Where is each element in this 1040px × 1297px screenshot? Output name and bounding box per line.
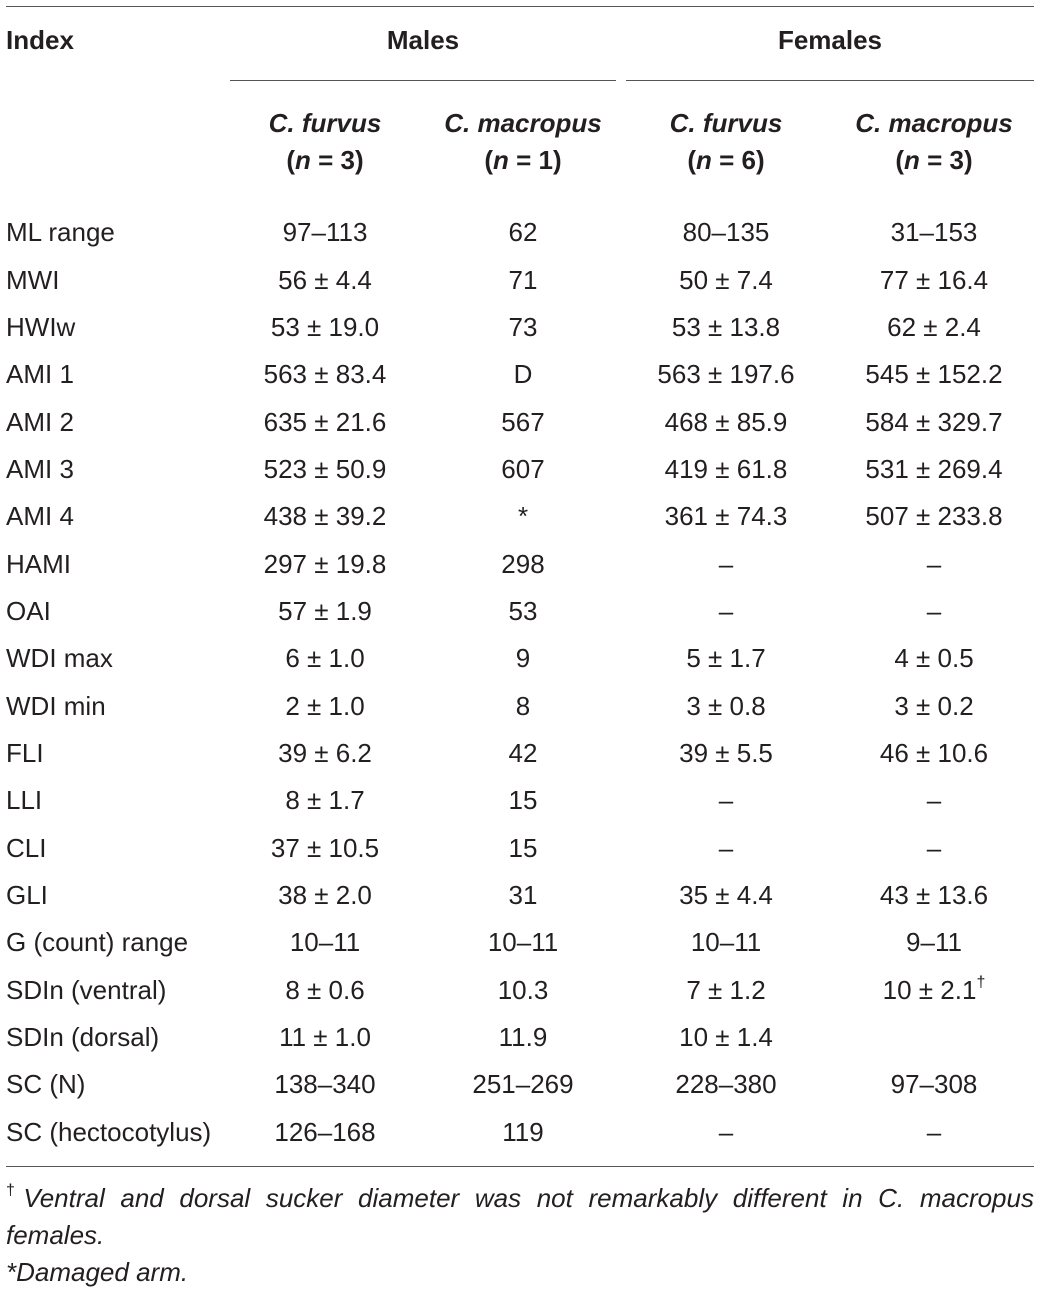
row-label: SC (hectocotylus) bbox=[6, 1117, 212, 1147]
cell-males-macropus: 298 bbox=[501, 549, 545, 579]
cell-males-macropus: 567 bbox=[501, 407, 545, 437]
row-label: ML range bbox=[6, 217, 115, 247]
sample-size: (n = 1) bbox=[484, 145, 562, 175]
cell-males-furvus: 8 ± 0.6 bbox=[285, 975, 365, 1005]
cell-males-furvus: 523 ± 50.9 bbox=[263, 454, 387, 484]
cell-males-furvus: 563 ± 83.4 bbox=[263, 359, 387, 389]
table-row bbox=[0, 1109, 1040, 1156]
cell-males-macropus: 8 bbox=[515, 691, 531, 721]
cell-females-macropus: – bbox=[926, 596, 942, 626]
cell-females-furvus: 39 ± 5.5 bbox=[679, 738, 773, 768]
cell-males-furvus: 438 ± 39.2 bbox=[263, 501, 387, 531]
cell-males-macropus: 31 bbox=[508, 880, 538, 910]
females-group-rule bbox=[626, 80, 1034, 81]
row-label: AMI 4 bbox=[6, 501, 74, 531]
cell-males-macropus: 15 bbox=[508, 833, 538, 863]
cell-females-furvus: – bbox=[718, 785, 734, 815]
row-label: MWI bbox=[6, 265, 60, 295]
row-label: FLI bbox=[6, 738, 44, 768]
cell-males-furvus: 297 ± 19.8 bbox=[263, 549, 387, 579]
cell-males-furvus: 56 ± 4.4 bbox=[278, 265, 372, 295]
cell-females-furvus: 3 ± 0.8 bbox=[686, 691, 766, 721]
cell-females-furvus: 35 ± 4.4 bbox=[679, 880, 773, 910]
damaged-arm-footnote: *Damaged arm. bbox=[6, 1257, 189, 1287]
cell-males-macropus: 10.3 bbox=[497, 975, 549, 1005]
row-label: SDIn (ventral) bbox=[6, 975, 167, 1005]
sample-size: (n = 3) bbox=[286, 145, 364, 175]
cell-females-macropus: 62 ± 2.4 bbox=[887, 312, 981, 342]
cell-males-furvus: 57 ± 1.9 bbox=[278, 596, 372, 626]
row-label: WDI max bbox=[6, 643, 113, 673]
row-label: OAI bbox=[6, 596, 51, 626]
cell-males-furvus: 2 ± 1.0 bbox=[285, 691, 365, 721]
males-group-header: Males bbox=[386, 25, 460, 55]
females-group-header: Females bbox=[777, 25, 883, 55]
cell-females-macropus: 97–308 bbox=[890, 1069, 978, 1099]
table-row bbox=[0, 825, 1040, 872]
cell-females-furvus: 228–380 bbox=[675, 1069, 777, 1099]
cell-males-macropus: 607 bbox=[501, 454, 545, 484]
cell-males-furvus: 126–168 bbox=[274, 1117, 376, 1147]
dagger-mark: † bbox=[976, 974, 986, 991]
cell-males-macropus: 15 bbox=[508, 785, 538, 815]
species-name: C. furvus bbox=[268, 108, 382, 138]
cell-males-furvus: 6 ± 1.0 bbox=[285, 643, 365, 673]
cell-males-macropus: 119 bbox=[502, 1117, 544, 1147]
cell-females-furvus: 53 ± 13.8 bbox=[671, 312, 781, 342]
cell-females-macropus: 584 ± 329.7 bbox=[865, 407, 1003, 437]
dagger-mark: † bbox=[6, 1182, 24, 1199]
cell-males-furvus: 97–113 bbox=[282, 217, 368, 247]
cell-females-furvus: – bbox=[718, 549, 734, 579]
row-label: HWIw bbox=[6, 312, 76, 342]
cell-females-macropus: 9–11 bbox=[906, 927, 962, 957]
species-name: C. furvus bbox=[669, 108, 783, 138]
cell-males-furvus: 39 ± 6.2 bbox=[278, 738, 372, 768]
cell-females-furvus: 80–135 bbox=[682, 217, 770, 247]
table-row bbox=[0, 730, 1040, 777]
cell-females-macropus: 507 ± 233.8 bbox=[865, 501, 1003, 531]
cell-males-furvus: 8 ± 1.7 bbox=[285, 785, 365, 815]
cell-males-macropus: 9 bbox=[515, 643, 531, 673]
row-label: LLI bbox=[6, 785, 43, 815]
cell-females-furvus: 468 ± 85.9 bbox=[664, 407, 788, 437]
cell-females-macropus: 46 ± 10.6 bbox=[879, 738, 989, 768]
table-row bbox=[0, 493, 1040, 540]
row-label: AMI 1 bbox=[6, 359, 74, 389]
table-row bbox=[0, 351, 1040, 398]
cell-males-macropus: 11.9 bbox=[498, 1022, 548, 1052]
cell-females-furvus: 7 ± 1.2 bbox=[686, 975, 766, 1005]
cell-males-furvus: 37 ± 10.5 bbox=[270, 833, 380, 863]
cell-females-macropus: – bbox=[926, 833, 942, 863]
row-label: GLI bbox=[6, 880, 48, 910]
females-macropus-header bbox=[834, 105, 1034, 179]
cell-females-macropus: 3 ± 0.2 bbox=[894, 691, 974, 721]
row-label: WDI min bbox=[6, 691, 106, 721]
cell-males-furvus: 38 ± 2.0 bbox=[278, 880, 372, 910]
cell-males-furvus: 138–340 bbox=[274, 1069, 376, 1099]
cell-males-macropus: 71 bbox=[508, 265, 538, 295]
row-label: AMI 3 bbox=[6, 454, 74, 484]
cell-females-macropus: 4 ± 0.5 bbox=[894, 643, 974, 673]
sample-size: (n = 6) bbox=[687, 145, 765, 175]
males-furvus-header bbox=[230, 105, 420, 179]
table-footnotes bbox=[6, 1180, 1034, 1291]
table-row bbox=[0, 209, 1040, 256]
table-row bbox=[0, 304, 1040, 351]
table-row bbox=[0, 399, 1040, 446]
top-rule bbox=[6, 6, 1034, 7]
cell-females-macropus: 545 ± 152.2 bbox=[865, 359, 1003, 389]
cell-females-furvus: 361 ± 74.3 bbox=[664, 501, 788, 531]
cell-females-furvus: 50 ± 7.4 bbox=[679, 265, 773, 295]
cell-females-macropus: 10 ± 2.1† bbox=[882, 974, 986, 1005]
cell-males-furvus: 11 ± 1.0 bbox=[279, 1022, 371, 1052]
bottom-rule bbox=[6, 1166, 1034, 1167]
table-row bbox=[0, 683, 1040, 730]
table-row bbox=[0, 967, 1040, 1014]
cell-females-furvus: – bbox=[718, 1117, 734, 1147]
females-furvus-header bbox=[626, 105, 826, 179]
row-label: SDIn (dorsal) bbox=[6, 1022, 160, 1052]
cell-females-furvus: 10 ± 1.4 bbox=[679, 1022, 773, 1052]
table-row bbox=[0, 635, 1040, 682]
cell-females-furvus: 5 ± 1.7 bbox=[686, 643, 766, 673]
sample-size: (n = 3) bbox=[895, 145, 973, 175]
cell-males-macropus: D bbox=[513, 359, 533, 389]
males-group-rule bbox=[230, 80, 616, 81]
cell-females-macropus: – bbox=[926, 1117, 942, 1147]
table-row bbox=[0, 446, 1040, 493]
cell-females-furvus: 563 ± 197.6 bbox=[657, 359, 795, 389]
cell-males-macropus: 62 bbox=[508, 217, 538, 247]
cell-males-macropus: 42 bbox=[508, 738, 538, 768]
cell-females-furvus: – bbox=[718, 833, 734, 863]
table-row bbox=[0, 1014, 1040, 1061]
males-macropus-header bbox=[430, 105, 616, 179]
cell-females-macropus: 31–153 bbox=[890, 217, 978, 247]
row-label: CLI bbox=[6, 833, 47, 863]
cell-males-macropus: 73 bbox=[508, 312, 538, 342]
table-row bbox=[0, 872, 1040, 919]
cell-males-macropus: 10–11 bbox=[487, 927, 559, 957]
table-row bbox=[0, 588, 1040, 635]
cell-females-macropus: 531 ± 269.4 bbox=[865, 454, 1003, 484]
species-name: C. macropus bbox=[444, 108, 602, 138]
cell-females-furvus: 10–11 bbox=[690, 927, 762, 957]
table-row bbox=[0, 777, 1040, 824]
row-label: AMI 2 bbox=[6, 407, 74, 437]
cell-males-furvus: 10–11 bbox=[289, 927, 361, 957]
cell-females-furvus: 419 ± 61.8 bbox=[664, 454, 788, 484]
cell-females-macropus: 77 ± 16.4 bbox=[879, 265, 989, 295]
cell-females-furvus: – bbox=[718, 596, 734, 626]
cell-males-furvus: 635 ± 21.6 bbox=[263, 407, 387, 437]
cell-males-macropus: * bbox=[517, 501, 529, 531]
cell-females-macropus: 43 ± 13.6 bbox=[879, 880, 989, 910]
cell-males-macropus: 53 bbox=[508, 596, 538, 626]
species-name: C. macropus bbox=[855, 108, 1013, 138]
row-label: HAMI bbox=[6, 549, 71, 579]
row-label: G (count) range bbox=[6, 927, 189, 957]
row-label: SC (N) bbox=[6, 1069, 86, 1099]
table-row bbox=[0, 541, 1040, 588]
dagger-footnote: †Ventral and dorsal sucker diameter was not remarkably different in C. macropus females. bbox=[6, 1182, 1034, 1250]
cell-females-macropus: – bbox=[926, 785, 942, 815]
cell-females-macropus: – bbox=[926, 549, 942, 579]
table-row bbox=[0, 919, 1040, 966]
table-row bbox=[0, 1061, 1040, 1108]
table-row bbox=[0, 257, 1040, 304]
index-column-header: Index bbox=[6, 25, 74, 55]
cell-males-furvus: 53 ± 19.0 bbox=[270, 312, 380, 342]
cell-males-macropus: 251–269 bbox=[472, 1069, 574, 1099]
